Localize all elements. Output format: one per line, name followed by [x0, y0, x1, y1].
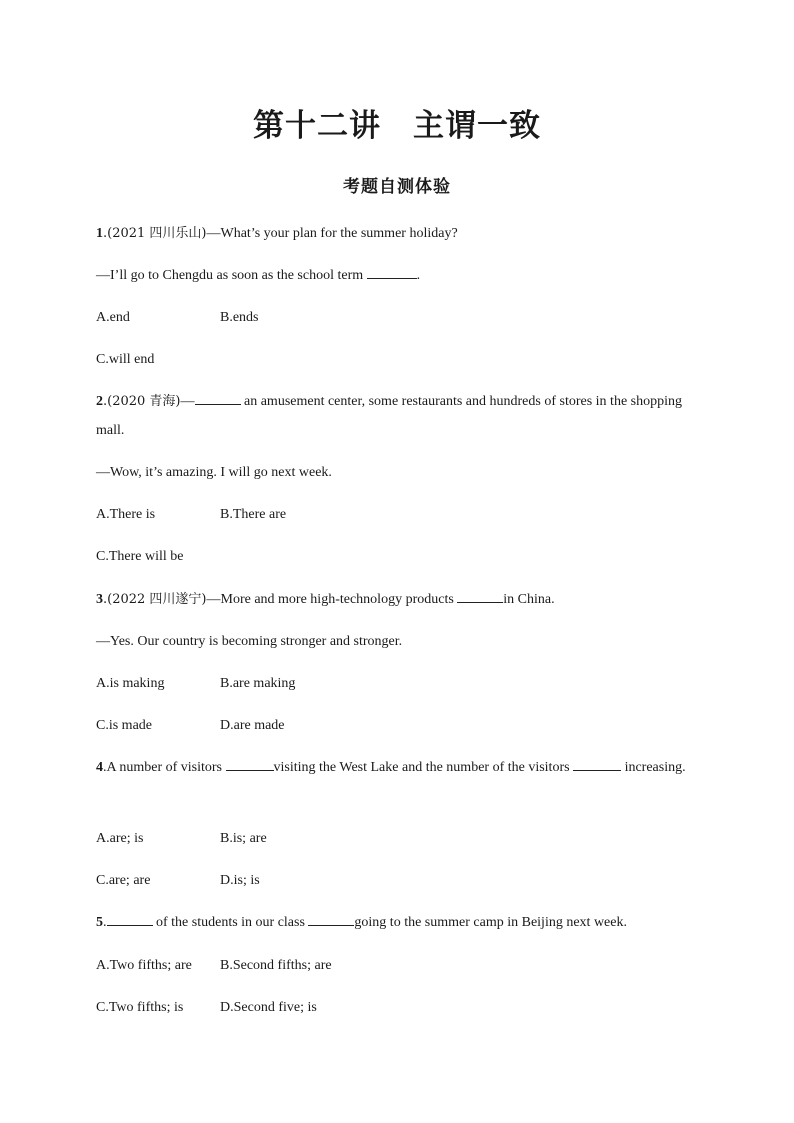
- question-4-options-row2: [96, 866, 696, 895]
- option-b: B.are making: [220, 676, 296, 691]
- option-a: A.is making: [96, 676, 165, 691]
- question-source: .(2022 四川遂宁): [103, 592, 207, 607]
- option-c: C.will end: [96, 352, 155, 367]
- answer-blank: [308, 913, 354, 926]
- question-text: an amusement center, some restaurants and hundreds of stores in the shopping mall.: [96, 394, 682, 438]
- question-3-stem: [96, 585, 696, 614]
- question-text: .: [103, 915, 107, 930]
- question-text: —More and more high-technology products: [206, 592, 458, 607]
- question-number: 5: [96, 915, 103, 930]
- question-text: .A number of visitors: [103, 760, 226, 775]
- section-subtitle: 考题自测体验: [343, 177, 451, 197]
- option-d: D.is; is: [220, 873, 260, 888]
- question-2-options-row2: [96, 542, 696, 571]
- answer-blank: [457, 590, 503, 603]
- option-c: C.There will be: [96, 549, 184, 564]
- answer-blank: [107, 913, 153, 926]
- answer-blank: [226, 758, 274, 771]
- option-d: D.Second five; is: [220, 1000, 317, 1015]
- option-b: B.Second fifths; are: [220, 958, 332, 973]
- question-1-reply: [96, 261, 696, 290]
- question-number: 3: [96, 592, 103, 607]
- question-text: —I’ll go to Chengdu as soon as the school term: [96, 268, 367, 283]
- question-2-reply: [96, 458, 696, 487]
- question-5-options-row1: [96, 951, 696, 980]
- question-text: visiting the West Lake and the number of the visitors: [273, 760, 574, 775]
- question-2-stem: [96, 387, 696, 445]
- option-c: C.Two fifths; is: [96, 1000, 184, 1015]
- question-text: —: [180, 394, 195, 409]
- option-a: A.Two fifths; are: [96, 958, 192, 973]
- question-5-options-row2: [96, 993, 696, 1022]
- question-text: .: [416, 268, 421, 283]
- answer-blank: [573, 758, 621, 771]
- question-number: 2: [96, 394, 103, 409]
- option-b: B.ends: [220, 310, 259, 325]
- question-source: .(2021 四川乐山): [103, 226, 207, 241]
- answer-blank: [367, 266, 417, 279]
- question-text: going to the summer camp in Beijing next week.: [354, 915, 627, 930]
- question-2-options-row1: [96, 500, 696, 529]
- question-4-options-row1: [96, 824, 696, 853]
- question-number: 4: [96, 760, 103, 775]
- option-b: B.There are: [220, 507, 287, 522]
- question-5-stem: [96, 908, 696, 937]
- option-c: C.are; are: [96, 873, 151, 888]
- answer-blank: [195, 392, 241, 405]
- question-3-options-row1: [96, 669, 696, 698]
- question-number: 1: [96, 226, 103, 241]
- option-a: A.end: [96, 310, 130, 325]
- question-source: .(2020 青海): [103, 394, 181, 409]
- question-4-stem: [96, 753, 696, 782]
- option-d: D.are made: [220, 718, 285, 733]
- option-a: A.are; is: [96, 831, 144, 846]
- question-text: —Wow, it’s amazing. I will go next week.: [96, 465, 332, 480]
- question-text: in China.: [503, 592, 555, 607]
- question-1-options-row1: [96, 303, 696, 332]
- question-text: —What’s your plan for the summer holiday?: [206, 226, 458, 241]
- option-a: A.There is: [96, 507, 156, 522]
- page-title: 第十二讲 主谓一致: [253, 108, 541, 144]
- option-c: C.is made: [96, 718, 152, 733]
- option-b: B.is; are: [220, 831, 267, 846]
- question-text: increasing.: [621, 760, 686, 775]
- question-3-reply: [96, 627, 696, 656]
- question-1-options-row2: [96, 345, 696, 374]
- question-text: —Yes. Our country is becoming stronger and stronger.: [96, 634, 403, 649]
- question-3-options-row2: [96, 711, 696, 740]
- question-text: of the students in our class: [152, 915, 309, 930]
- question-1-stem: [96, 219, 696, 248]
